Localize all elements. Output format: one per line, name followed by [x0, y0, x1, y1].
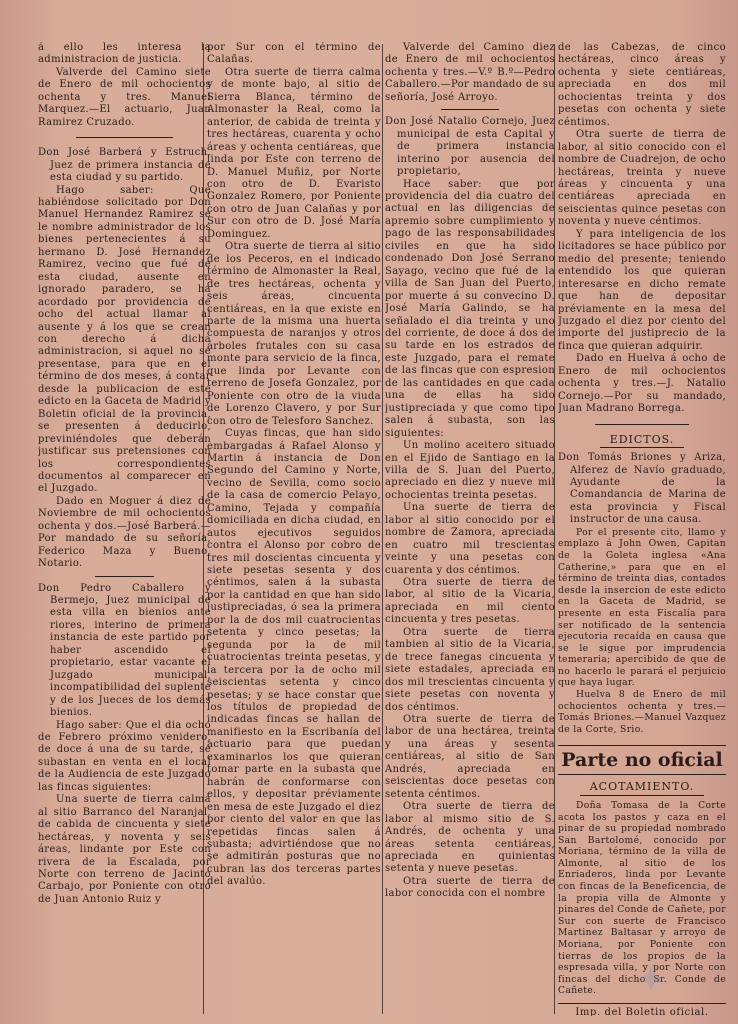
- separator-rule: [76, 137, 173, 138]
- paragraph: Otra suerte de tierra de labor, al sitio de la Vicaria, apreciada en mil ciento cincuenta y tres pesetas.: [385, 577, 555, 626]
- paragraph: por Sur con el término de Calañas.: [207, 42, 381, 66]
- acotamiento-heading: ACOTAMIENTO.: [558, 781, 726, 795]
- edictos-heading: EDICTOS.: [558, 434, 726, 448]
- paragraph: Don José Natalio Cornejo, Juez municipal de esta Capital y de primera instancia interino por ausencia del propietario,: [385, 116, 555, 178]
- paragraph: Cuyas fincas, que han sido embargadas á Rafael Alonso y Martin á instancia de Don Segundo del Camino y Norte, vecino de Sevilla, como socio de la casa de comercio Pelayo, Camino, Tejada y compañía domiciliada en dicha ciudad, en autos ejecutivos seguidos contra el Alonso por cobro de tres mil doscientas cincuenta y siete pesetas sesenta y dos céntimos, salen á la subasta por la cantidad en que han sido justipreciadas, ó sea la primera por la de dos mil cuatrocientas setenta y cinco pesetas; la segunda por la de mil cuatrocientas treinta pesetas, y la tercera por la de ocho mil seiscientas setenta y cinco pesetas; y se hace constar que los títulos de propiedad de indicadas fincas se hallan de manifiesto en la Escribanía del actuario para que puedan examinarlos los que quieran tomar parte en la subasta que habrán de conformarse con ellos, y depositar préviamente en mesa de este Juzgado el diez por ciento del valor en que las repetidas fincas salen á subasta; advirtiéndose que no se admitirán posturas que no cubran las dos terceras partes del avalúo.: [207, 428, 381, 888]
- column-4-notices: [558, 42, 726, 416]
- paragraph: Otra suerte de tierra de labor al mismo sitio de S. Andrés, de ochenta y una áreas setenta centiáreas, apreciada en quinientas setenta y nueve pesetas.: [385, 801, 555, 875]
- paragraph: Una suerte de tierra de labor al sitio conocido por el nombre de Zamora, apreciada en cuatro mil trescientas veinte y una pesetas con cuarenta y dos céntimos.: [385, 502, 555, 576]
- section-title: Parte no oficial: [558, 745, 726, 775]
- column-2: [207, 42, 381, 1016]
- paragraph: á ello les interesa la administracion de justicia.: [38, 42, 211, 66]
- paragraph: Don José Barberá y Estruch, Juez de primera instancia de esta ciudad y su partido.: [38, 147, 211, 184]
- paragraph: Un molino aceitero situado en el Ejido de Santiago en la villa de S. Juan del Puerto, apreciado en diez y nueve mil ochocientas treinta pesetas.: [385, 440, 555, 501]
- imprint-line: Imp. del Boletin oficial.: [558, 1003, 726, 1016]
- paragraph: Hace saber: que por providencia del dia cuatro del actual en las diligencias de apremio sobre cumplimiento y pago de las responsabilidades civiles en que ha sido condenado Don José Serrano Sayago, vecino que fué de la villa de San Juan del Puerto, por muerte á su convecino D. José María Galindo, se ha señalado el dia treinta y uno del corriente, de doce á dos de su tarde en los estrados de este Juzgado, para el remate de las fincas que con espresion de las cantidades en que cada una de ellas ha sido justipreciada y que como tipo salen á subasta, son las siguientes:: [385, 178, 555, 439]
- column-4: [558, 42, 726, 1016]
- paragraph: Don Tomás Briones y Ariza, Alferez de Navío graduado, Ayudante de la Comandancia de Marina de esta provincia y Fiscal instructor de una causa.: [558, 452, 726, 526]
- paragraph: Por el presente cito, llamo y emplazo á John Owen, Capitan de la Goleta inglesa «Ana Catherine,» para que en el término de treinta dias, contados desde la insercion de este edicto en la Gaceta de Madrid, se presente en esta Fiscalía para ser notificado de la sentencia ejecutoria recaída en causa que se le sigue por imprudencia temeraria; apercibido de que de no hacerlo le parará el perjuicio que haya lugar.: [558, 526, 726, 689]
- paragraph: Otra suerte de tierra calma y de monte bajo, al sitio de Sierra Blanca, término de Almonaster la Real, como la anterior, de cabida de treinta y tres hectáreas, cuarenta y ocho áreas y ochenta centiáreas, que linda por Este con terreno de D. Manuel Muñiz, por Norte con otro de D. Evaristo Gonzalez Romero, por Poniente con otro de Juan Calañas y por Sur con otro de D. José María Dominguez.: [207, 66, 381, 240]
- acotamiento-section: [558, 800, 726, 997]
- paragraph: Otra suerte de tierra de labor de una hectárea, treinta y una áreas y sesenta centiáreas, al sitio de San Andrés, apreciada en seiscientas doce pesetas con setenta céntimos.: [385, 714, 555, 800]
- column-divider: [382, 44, 383, 1014]
- paragraph: Hago saber: Que habiéndose solicitado por Don Manuel Hernandez Ramirez se le nombre administrador de los bienes pertenecientes á su hermano D. José Hernandez Ramirez, vecino que fué de esta ciudad, ausente en ignorado paradero, se ha acordado por providencia de ocho del actual llamar al ausente y á los que se crean con derecho á dicha administracion, si aquel no se presentase, para que en el término de dos meses, á contar desde la publicacion de este edicto en la Gaceta de Madrid y Boletin oficial de la provincia, se presenten á deducirlo, previniéndoles que deberán justificar sus pretensiones con los correspondientes documentos al comparecer en el Juzgado.: [38, 184, 211, 495]
- separator-rule: [441, 109, 499, 110]
- paragraph: Valverde del Camino diez de Enero de mil ochocientos ochenta y tres.—V.º B.º—Pedro Caballero.—Por mandado de su señoría, José Arroyo.: [385, 42, 555, 103]
- paragraph: Valverde del Camino siete de Enero de mil ochocientos ochenta y tres. Manuel Marquez.—El actuario, Juan Ramirez Cruzado.: [38, 66, 211, 128]
- paragraph: Y para inteligencia de los licitadores se hace público por medio del presente; teniendo entendido los que quieran interesarse en dicho remate que han de depositar préviamente en la mesa del Juzgado el diez por ciento del importe del justiprecio de la finca que quieran adquirir.: [558, 228, 726, 352]
- library-watermark: ✦: [634, 957, 670, 1003]
- paragraph: Otra suerte de tierra de labor conocida con el nombre: [385, 875, 555, 900]
- edictos-section: [558, 452, 726, 735]
- paragraph: Otra suerte de tierra al sitio de los Peceros, en el indicado término de Almonaster la Real, de tres hectáreas, ochenta y seis áreas, cincuenta centiáreas, en la que existe en parte de la misma una huerta compuesta de naranjos y otros árboles frutales con su casa monte para servicio de la finca, que linda por Levante con terreno de Josefa Gonzalez, por Poniente con otro de la viuda de Lorenzo Clavero, y por Sur con otro de Telesforo Sanchez.: [207, 241, 381, 427]
- paragraph: Otra suerte de tierra de labor, al sitio conocido con el nombre de Cuadrejon, de ocho hectáreas, treinta y nueve áreas y cincuenta y una centiáreas apreciada en seiscientas quince pesetas con noventa y nueve céntimos.: [558, 129, 726, 228]
- paragraph: Huelva 8 de Enero de mil ochocientos ochenta y tres.—Tomás Briones.—Manuel Vazquez de la Corte, Srio.: [558, 689, 726, 735]
- section-rule: [595, 424, 689, 425]
- paragraph: Otra suerte de tierra tambien al sitio de la Vicaria, de trece fanegas cincuenta y siete estadales, apreciada en dos mil trescientas cincuenta y siete pesetas con noventa y dos céntimos.: [385, 626, 555, 713]
- paragraph: de las Cabezas, de cinco hectáreas, cinco áreas y ochenta y siete centiáreas, apreciada en dos mil ochocientas treinta y dos pesetas con ochenta y siete céntimos.: [558, 42, 726, 128]
- column-1: [38, 42, 211, 1016]
- paragraph: Una suerte de tierra calma al sitio Barranco del Naranjal, de cabida de cincuenta y siete hectáreas, y noventa y seis áreas, lindante por Este con rivera de la Escalada, por Norte con terreno de Jacinto Carbajo, por Poniente con otro de Juan Antonio Ruiz y: [38, 794, 211, 905]
- paragraph: Doña Tomasa de la Corte acota los pastos y caza en el pinar de su propiedad nombrado San Bartolomé, conocido por Moriana, término de la villa de Almonte, al sitio de los Enriaderos, linda por Levante con fincas de la Beneficencia, de la propia villa de Almonte y pinares del Conde de Cañete, por Sur con suerte de Francisco Martinez Baltasar y arroyo de Moriana, por Poniente con tierras de los propios de la espresada villa, y por Norte con fincas del dicho Sr. Conde de Cañete.: [558, 799, 726, 997]
- column-3: [385, 42, 555, 1016]
- separator-rule: [95, 576, 154, 577]
- paragraph: Dado en Moguer á diez de Noviembre de mil ochocientos ochenta y dos.—José Barberá.—Por mandado de su señoría, Federico Maza y Bueno, Notario.: [38, 495, 211, 570]
- paragraph: Hago saber: Que el dia ocho de Febrero próximo venidero, de doce á una de su tarde, se subastan en venta en el local de la Audiencia de este Juzgado las fincas siguientes:: [38, 719, 211, 793]
- paragraph: Dado en Huelva á ocho de Enero de mil ochocientos ochenta y tres.—J. Natalio Cornejo.—Por su mandado, Juan Madrano Borrega.: [558, 353, 726, 415]
- paragraph: Don Pedro Caballero y Bermejo, Juez municipal de esta villa en bienios ante riores, interino de primera instancia de este partido por haber ascendido el propietario, estar vacante el Juzgado municipal, incompatibilidad del suplente y de los Jueces de los demás bienios.: [38, 582, 211, 719]
